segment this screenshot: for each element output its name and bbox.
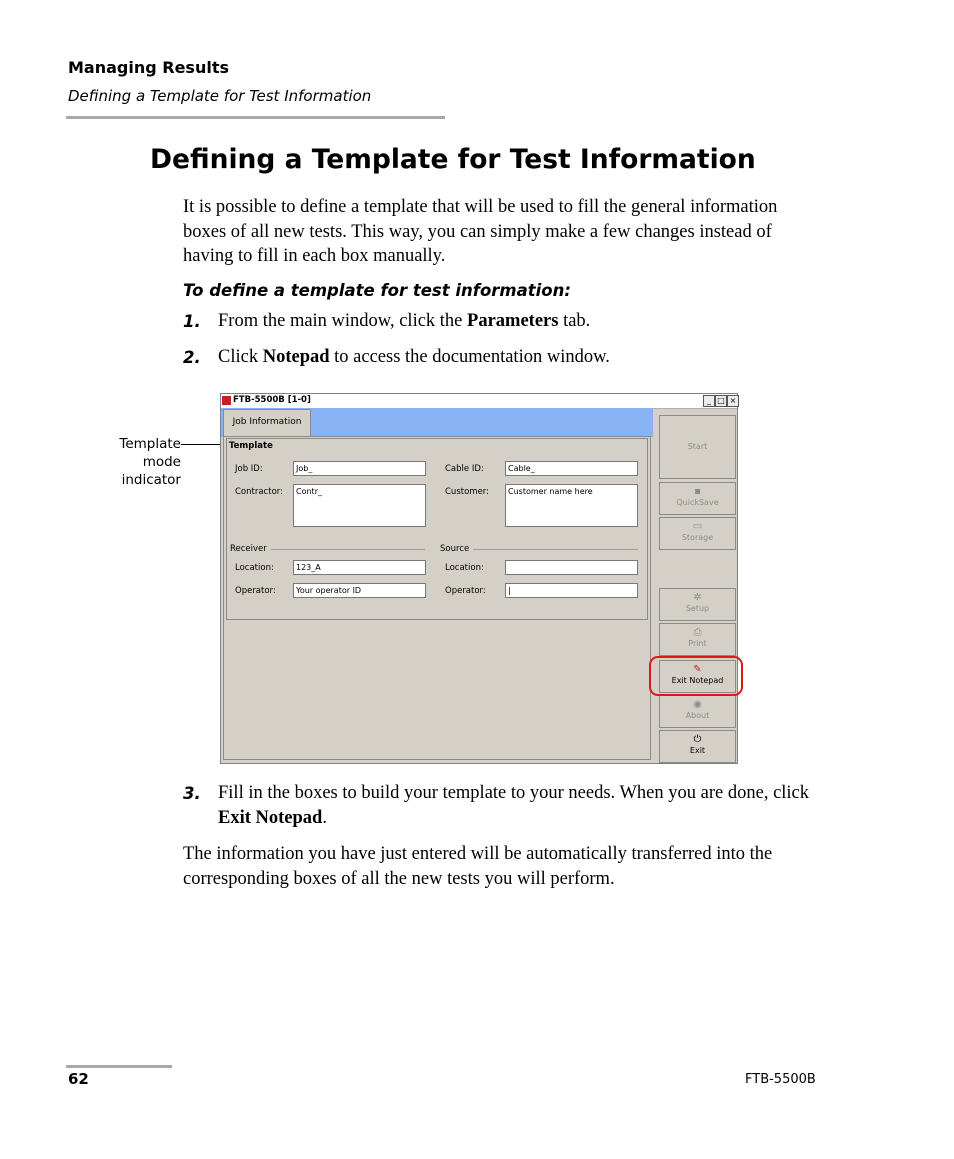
start-button[interactable]: Start (659, 415, 736, 479)
receiver-group-label: Receiver (230, 544, 267, 554)
step-3-number: 3. (183, 784, 201, 803)
step-1-text: From the main window, click the Parameters tab. (218, 311, 591, 331)
step-2-number: 2. (183, 348, 201, 367)
info-icon: ◉ (693, 699, 702, 710)
receiver-operator-field[interactable]: Your operator ID (293, 583, 426, 598)
job-id-label: Job ID: (235, 464, 263, 474)
printer-icon: ⎙ (693, 627, 702, 638)
step-2-text: Click Notepad to access the documentation window. (218, 347, 610, 367)
closing-paragraph: The information you have just entered will be automatically transferred into the corresponding boxes of all the new tests you will perform. (183, 844, 773, 889)
source-group-label: Source (440, 544, 470, 554)
procedure-title: To define a template for test information: (183, 281, 571, 300)
running-header-section: Managing Results (68, 58, 229, 77)
window-titlebar (221, 394, 737, 409)
source-location-field[interactable] (505, 560, 638, 575)
page-number: 62 (68, 1070, 89, 1088)
folder-icon: ▭ (692, 521, 703, 532)
contractor-field[interactable]: Contr_ (293, 484, 426, 527)
cable-id-label: Cable ID: (445, 464, 484, 474)
notepad-exit-icon: ✎ (693, 664, 702, 675)
app-icon (222, 396, 231, 405)
source-operator-label: Operator: (445, 586, 486, 596)
tools-icon: ✲ (693, 592, 702, 603)
receiver-location-field[interactable]: 123_A (293, 560, 426, 575)
footer-rule (66, 1065, 172, 1068)
print-button[interactable]: ⎙ Print (659, 623, 736, 656)
product-name: FTB-5500B (745, 1072, 816, 1087)
source-operator-field[interactable]: | (505, 583, 638, 598)
running-header-subsection: Defining a Template for Test Information (68, 87, 372, 105)
quicksave-button[interactable]: ▪ QuickSave (659, 482, 736, 515)
cable-id-field[interactable]: Cable_ (505, 461, 638, 476)
header-rule (66, 116, 445, 119)
exit-notepad-button[interactable]: ✎ Exit Notepad (659, 660, 736, 693)
power-icon: ⏻ (693, 734, 702, 745)
intro-paragraph: It is possible to define a template that will be used to fill the general information boxes of all new tests. This way, you can simply make a few changes instead of having to fill in each box manually. (183, 197, 778, 266)
template-mode-callout: Template mode indicator (119, 436, 181, 488)
customer-label: Customer: (445, 487, 490, 497)
template-mode-indicator: Template (229, 441, 273, 451)
minimize-icon[interactable]: _ (703, 395, 715, 407)
floppy-icon: ▪ (694, 486, 701, 497)
receiver-location-label: Location: (235, 563, 274, 573)
setup-button[interactable]: ✲ Setup (659, 588, 736, 621)
app-window (220, 393, 738, 764)
step-3-text: Fill in the boxes to build your template to your needs. When you are done, click Exit Notepad. (218, 783, 810, 828)
tab-job-information[interactable]: Job Information (223, 409, 311, 436)
close-icon[interactable]: × (727, 395, 739, 407)
page-title: Defining a Template for Test Information (150, 144, 756, 175)
exit-notepad-highlight (649, 656, 743, 696)
source-divider (473, 549, 638, 550)
maximize-icon[interactable]: □ (715, 395, 727, 407)
receiver-operator-label: Operator: (235, 586, 276, 596)
source-location-label: Location: (445, 563, 484, 573)
exit-button[interactable]: ⏻ Exit (659, 730, 736, 763)
about-button[interactable]: ◉ About (659, 695, 736, 728)
job-id-field[interactable]: Job_ (293, 461, 426, 476)
receiver-divider (271, 549, 425, 550)
customer-field[interactable]: Customer name here (505, 484, 638, 527)
step-1-number: 1. (183, 312, 201, 331)
window-title: FTB-5500B [1-0] (233, 395, 311, 405)
storage-button[interactable]: ▭ Storage (659, 517, 736, 550)
contractor-label: Contractor: (235, 487, 283, 497)
